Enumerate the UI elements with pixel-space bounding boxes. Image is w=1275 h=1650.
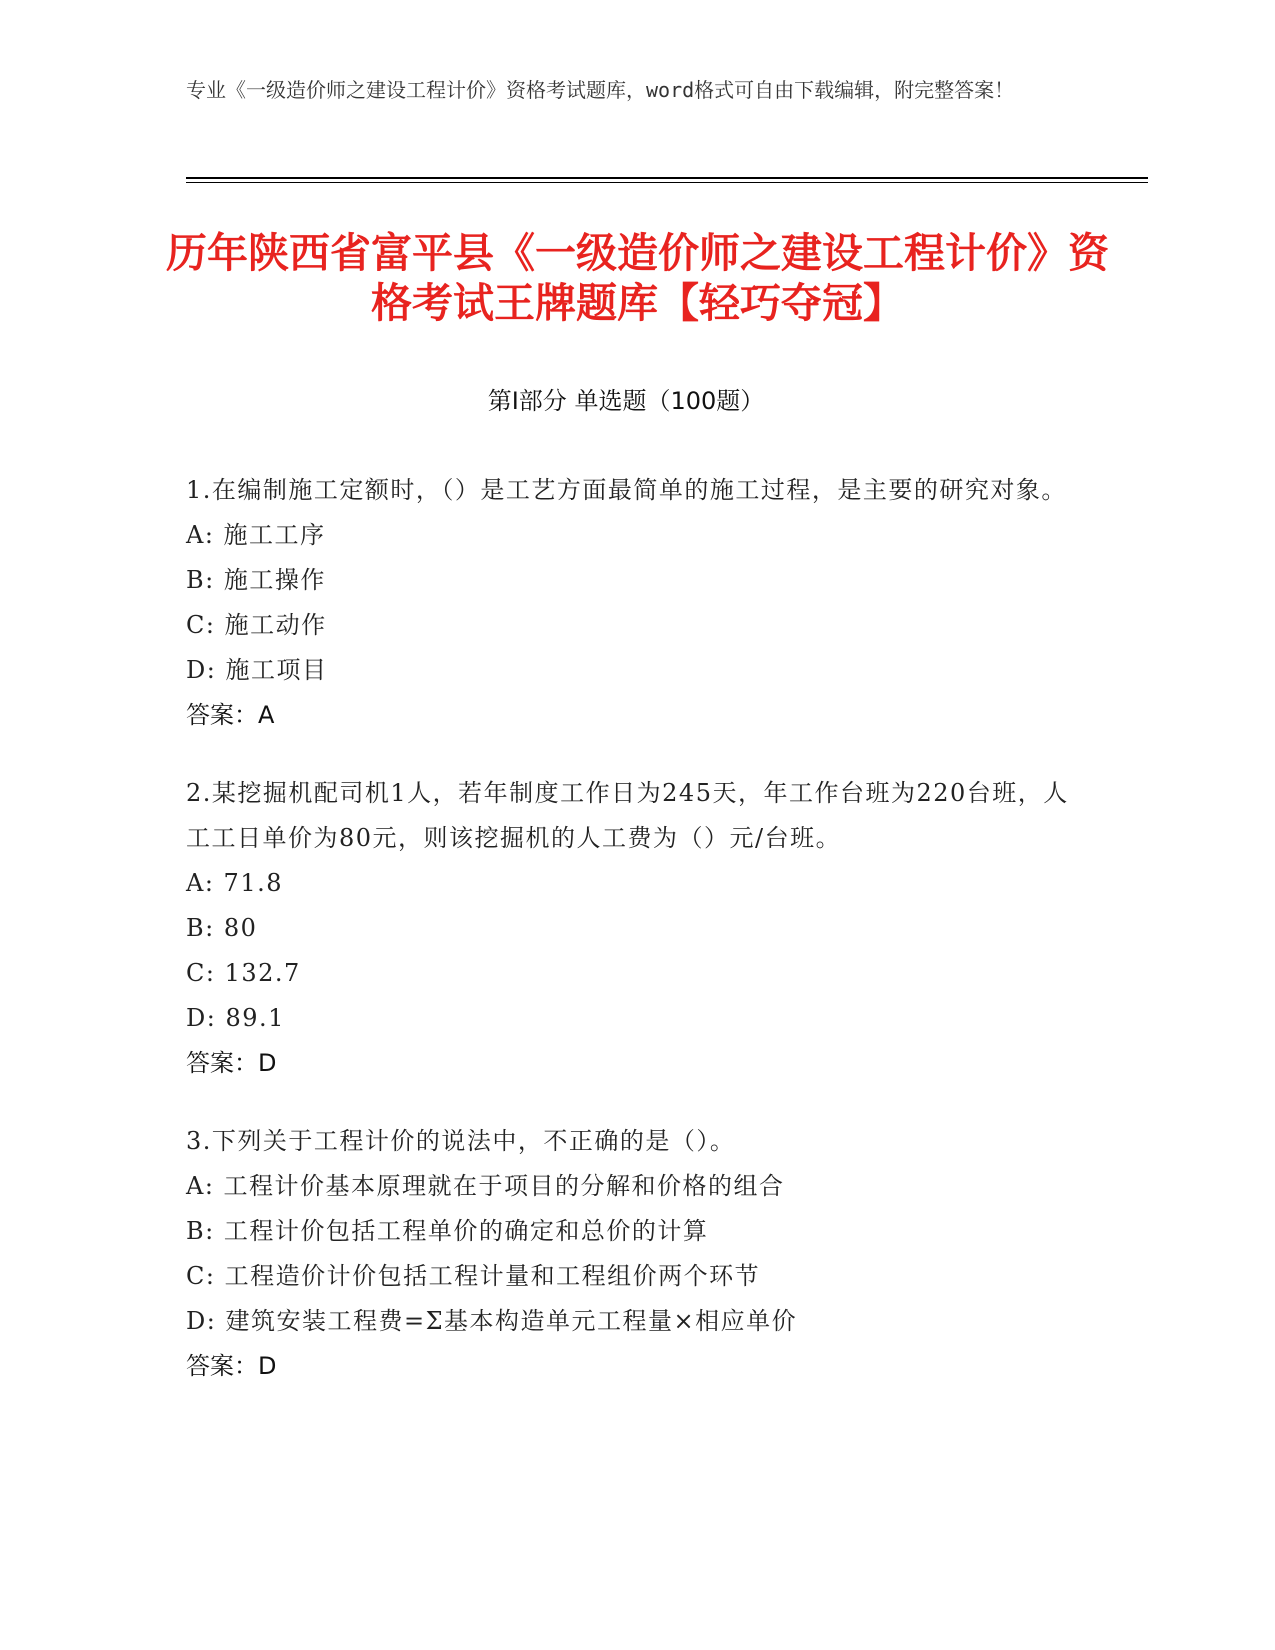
question-1 — [186, 468, 1086, 738]
option-d: D: 建筑安装工程费=Σ基本构造单元工程量×相应单价 — [186, 1307, 798, 1335]
document-title: 历年陕西省富平县《一级造价师之建设工程计价》资格考试王牌题库【轻巧夺冠】 — [166, 229, 1109, 327]
question-3 — [186, 1119, 1086, 1389]
question-text: 1.在编制施工定额时，（）是工艺方面最简单的施工过程，是主要的研究对象。 — [186, 476, 1067, 504]
option-b: B: 80 — [186, 914, 258, 942]
answer: 答案：A — [186, 701, 275, 729]
option-d: D: 施工项目 — [186, 656, 328, 684]
option-a: A: 工程计价基本原理就在于项目的分解和价格的组合 — [186, 1172, 785, 1200]
answer: 答案：D — [186, 1049, 277, 1077]
option-c: C: 132.7 — [186, 959, 301, 987]
option-d: D: 89.1 — [186, 1004, 285, 1032]
option-b: B: 施工操作 — [186, 566, 326, 594]
option-a: A: 71.8 — [186, 869, 283, 897]
question-text: 2.某挖掘机配司机1人，若年制度工作日为245天，年工作台班为220台班，人工工日单价为80元，则该挖掘机的人工费为（）元/台班。 — [186, 779, 1069, 852]
header-note: 专业《一级造价师之建设工程计价》资格考试题库，word格式可自由下载编辑，附完整答案！ — [186, 78, 1015, 102]
option-a: A: 施工工序 — [186, 521, 326, 549]
option-b: B: 工程计价包括工程单价的确定和总价的计算 — [186, 1217, 709, 1245]
option-c: C: 施工动作 — [186, 611, 327, 639]
question-text: 3.下列关于工程计价的说法中，不正确的是（）。 — [186, 1127, 736, 1155]
answer: 答案：D — [186, 1352, 277, 1380]
question-2 — [186, 771, 1086, 1086]
header-divider-thick — [186, 177, 1148, 179]
header-divider-thin — [186, 182, 1148, 183]
question-list — [186, 468, 1086, 1422]
section-title: 第I部分 单选题（100题） — [487, 387, 765, 415]
option-c: C: 工程造价计价包括工程计量和工程组价两个环节 — [186, 1262, 761, 1290]
